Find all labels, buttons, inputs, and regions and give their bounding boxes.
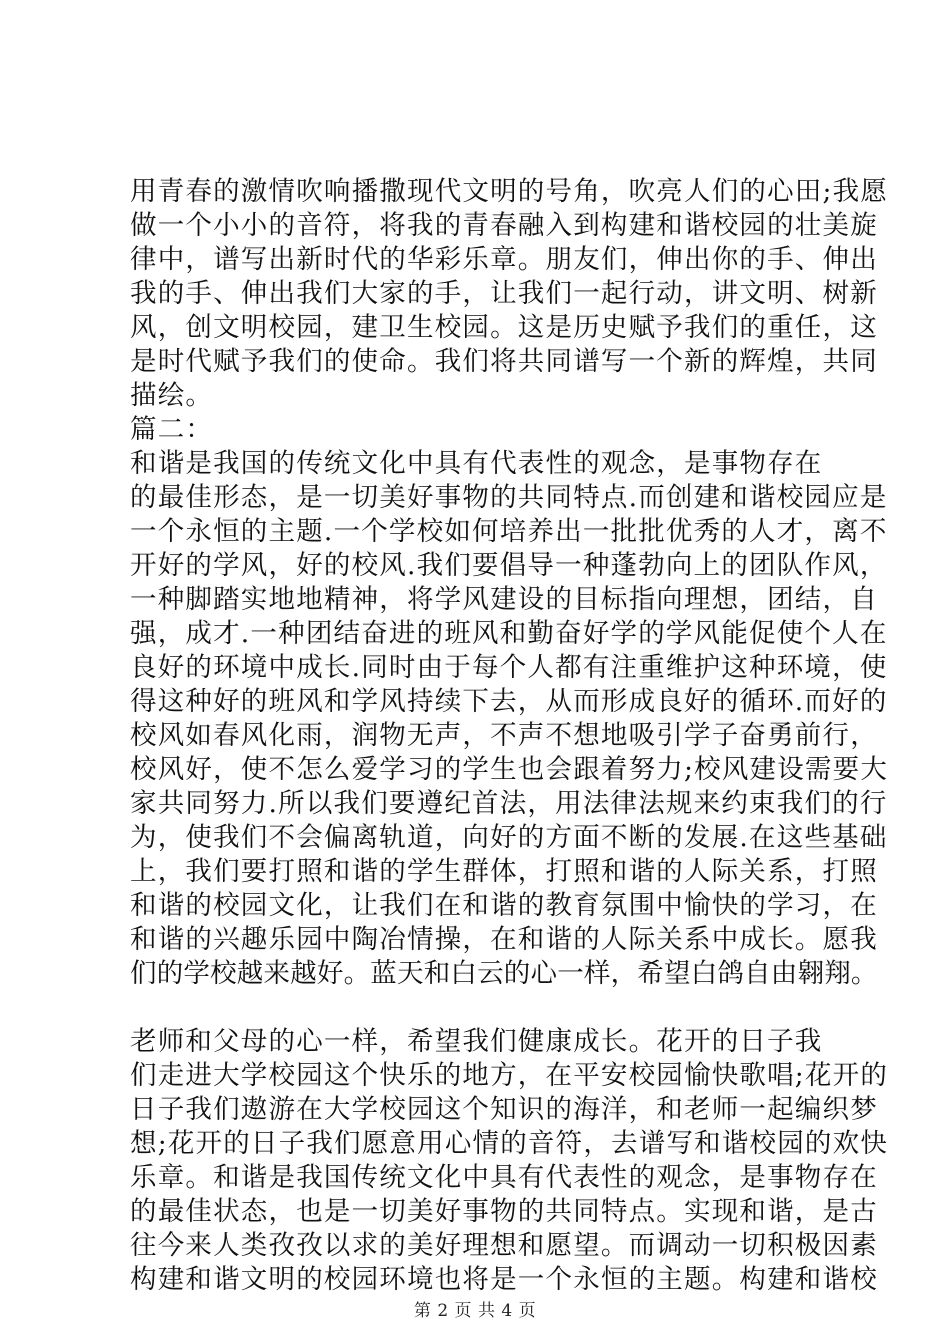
text-line: 用青春的激情吹响播撒现代文明的号角，吹亮人们的心田;我愿 <box>130 176 889 207</box>
text-line: 是时代赋予我们的使命。我们将共同谱写一个新的辉煌，共同 <box>130 346 878 377</box>
section-heading: 篇二： <box>130 414 214 445</box>
text-line: 构建和谐文明的校园环境也将是一个永恒的主题。构建和谐校 <box>130 1264 878 1295</box>
text-line: 律中，谱写出新时代的华彩乐章。朋友们，伸出你的手、伸出 <box>130 244 878 275</box>
text-line: 和谐的校园文化，让我们在和谐的教育氛围中愉快的学习，在 <box>130 890 878 921</box>
text-line: 上，我们要打照和谐的学生群体，打照和谐的人际关系，打照 <box>130 856 878 887</box>
text-line: 往今来人类孜孜以求的美好理想和愿望。而调动一切积极因素 <box>130 1230 878 1261</box>
text-line: 校风好，使不怎么爱学习的学生也会跟着努力;校风建设需要大 <box>130 754 889 785</box>
text-line: 校风如春风化雨，润物无声，不声不想地吸引学子奋勇前行， <box>130 720 878 751</box>
text-line: 们的学校越来越好。蓝天和白云的心一样，希望白鸽自由翱翔。 <box>130 958 878 989</box>
text-line: 风，创文明校园，建卫生校园。这是历史赋予我们的重任，这 <box>130 312 878 343</box>
text-line: 想;花开的日子我们愿意用心情的音符，去谱写和谐校园的欢快 <box>130 1128 889 1159</box>
text-line: 良好的环境中成长.同时由于每个人都有注重维护这种环境，使 <box>130 652 888 683</box>
text-line: 描绘。 <box>130 380 214 411</box>
text-line: 一种脚踏实地地精神，将学风建设的目标指向理想，团结，自 <box>130 584 878 615</box>
text-line: 乐章。和谐是我国传统文化中具有代表性的观念，是事物存在 <box>130 1162 878 1193</box>
text-line: 得这种好的班风和学风持续下去，从而形成良好的循环.而好的 <box>130 686 888 717</box>
text-line: 老师和父母的心一样，希望我们健康成长。花开的日子我 <box>130 1026 823 1057</box>
text-line: 们走进大学校园这个快乐的地方，在平安校园愉快歌唱;花开的 <box>130 1060 889 1091</box>
text-line: 一个永恒的主题.一个学校如何培养出一批批优秀的人才，离不 <box>130 516 888 547</box>
text-line: 为，使我们不会偏离轨道，向好的方面不断的发展.在这些基础 <box>130 822 888 853</box>
text-line: 我的手、伸出我们大家的手，让我们一起行动，讲文明、树新 <box>130 278 878 309</box>
text-line: 日子我们遨游在大学校园这个知识的海洋，和老师一起编织梦 <box>130 1094 878 1125</box>
text-line: 和谐是我国的传统文化中具有代表性的观念，是事物存在 <box>130 448 823 479</box>
text-line: 的最佳形态，是一切美好事物的共同特点.而创建和谐校园应是 <box>130 482 888 513</box>
text-line: 家共同努力.所以我们要遵纪首法，用法律法规来约束我们的行 <box>130 788 888 819</box>
page-number-footer: 第 2 页 共 4 页 <box>413 1301 537 1321</box>
text-line: 强，成才.一种团结奋进的班风和勤奋好学的学风能促使个人在 <box>130 618 888 649</box>
text-line: 做一个小小的音符，将我的青春融入到构建和谐校园的壮美旋 <box>130 210 878 241</box>
text-line: 和谐的兴趣乐园中陶冶情操，在和谐的人际关系中成长。愿我 <box>130 924 878 955</box>
text-line: 的最佳状态，也是一切美好事物的共同特点。实现和谐，是古 <box>130 1196 878 1227</box>
text-line: 开好的学风，好的校风.我们要倡导一种蓬勃向上的团队作风， <box>130 550 888 581</box>
